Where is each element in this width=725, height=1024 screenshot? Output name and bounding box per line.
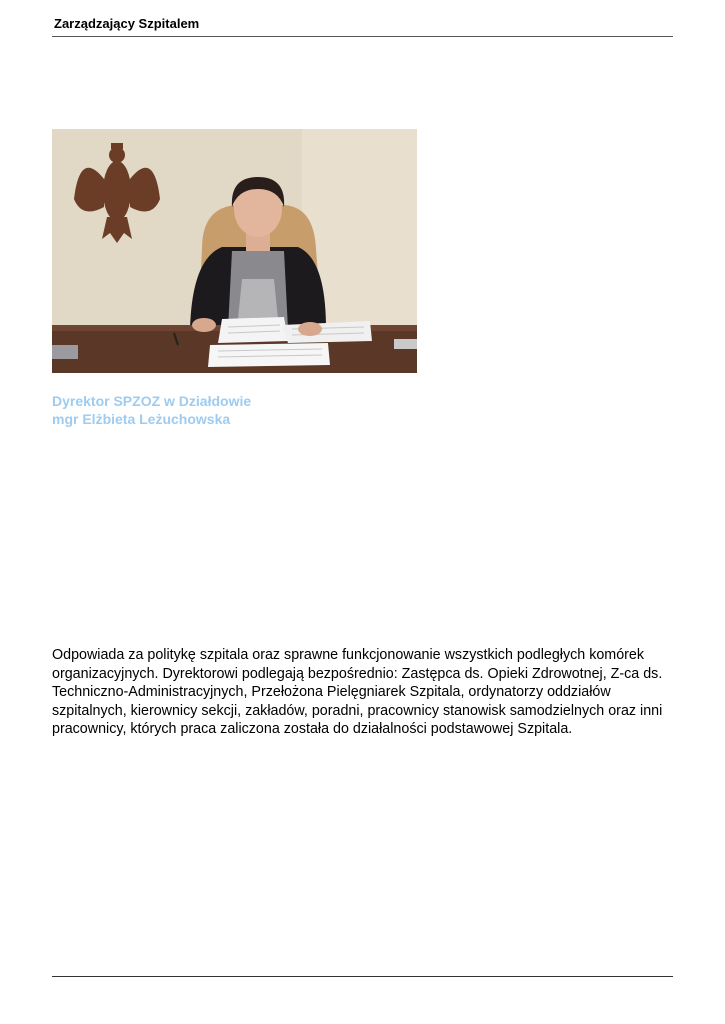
photo-caption — [52, 392, 452, 428]
caption-position: Dyrektor SPZOZ w Działdowie — [52, 393, 252, 409]
caption-name: mgr Elżbieta Leżuchowska — [52, 411, 231, 427]
footer-divider — [52, 976, 673, 977]
description-paragraph: Odpowiada za politykę szpitala oraz sprawne funkcjonowanie wszystkich podległych komórek organizacyjnych. Dyrektorowi podlegają bezpośrednio: Zastępca ds. Opieki Zdrowotnej, Z-ca ds. Techniczno-Administracyjnych, Przełożona Pielęgniarek Szpitala, ordynatorzy oddziałów szpitalnych, kierownicy sekcji, zakładów, poradni, pracownicy stanowisk samodzielnych oraz inni pracownicy, których praca zaliczona została do działalności podstawowej Szpitala. — [52, 647, 663, 737]
page-header — [52, 15, 673, 37]
director-photo — [52, 129, 417, 373]
page-title: Zarządzający Szpitalem — [54, 16, 200, 31]
